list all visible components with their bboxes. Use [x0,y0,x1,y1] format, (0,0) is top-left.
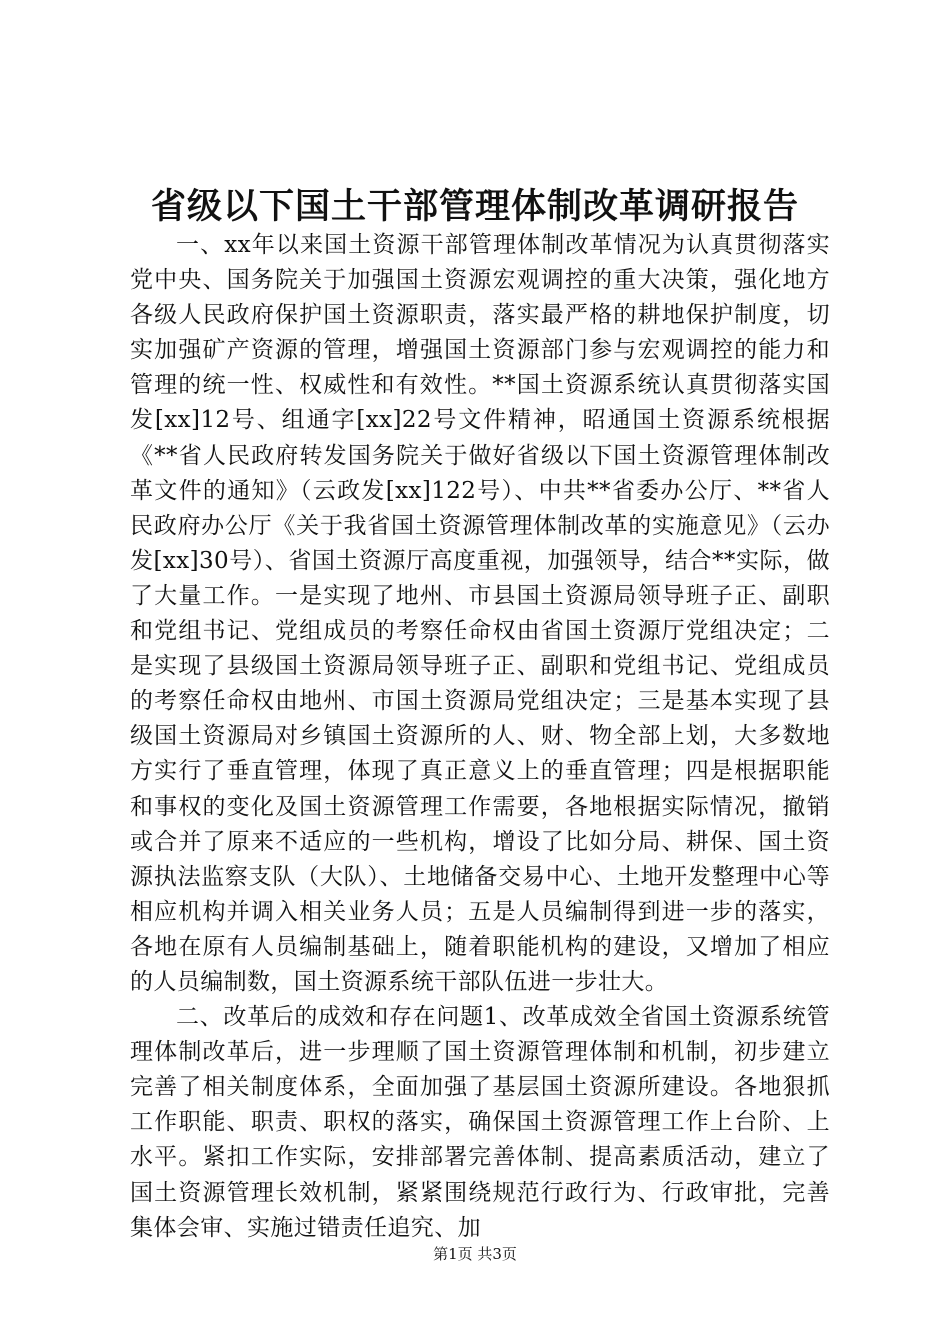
document-title: 省级以下国土干部管理体制改革调研报告 [150,186,799,227]
paragraph-2: 二、改革后的成效和存在问题1、改革成效全省国土资源系统管理体制改革后，进一步理顺了国土资源管理体制和机制，初步建立完善了相关制度体系，全面加强了基层国土资源所建设。各地狠抓工作职能、职责、职权的落实，确保国土资源管理工作上台阶、上水平。紧扣工作实际，安排部署完善体制、提高素质活动，建立了国土资源管理长效机制，紧紧围绕规范行政行为、行政审批，完善集体会审、实施过错责任追究、加 [130,1004,830,1241]
document-body [130,228,830,1246]
page-number-footer: 第1页 共3页 [433,1245,517,1263]
paragraph-1: 一、xx年以来国土资源干部管理体制改革情况为认真贯彻落实党中央、国务院关于加强国土资源宏观调控的重大决策，强化地方各级人民政府保护国土资源职责，落实最严格的耕地保护制度，切实加强矿产资源的管理，增强国土资源部门参与宏观调控的能力和管理的统一性、权威性和有效性。**国土资源系统认真贯彻落实国发[xx]12号、组通字[xx]22号文件精神，昭通国土资源系统根据《**省人民政府转发国务院关于做好省级以下国土资源管理体制改革文件的通知》（云政发[xx]122号）、中共**省委办公厅、**省人民政府办公厅《关于我省国土资源管理体制改革的实施意见》（云办发[xx]30号）、省国土资源厅高度重视，加强领导，结合**实际，做了大量工作。一是实现了地州、市县国土资源局领导班子正、副职和党组书记、党组成员的考察任命权由省国土资源厅党组决定；二是实现了县级国土资源局领导班子正、副职和党组书记、党组成员的考察任命权由地州、市国土资源局党组决定；三是基本实现了县级国土资源局对乡镇国土资源所的人、财、物全部上划，大多数地方实行了垂直管理，体现了真正意义上的垂直管理；四是根据职能和事权的变化及国土资源管理工作需要，各地根据实际情况，撤销或合并了原来不适应的一些机构，增设了比如分局、耕保、国土资源执法监察支队（大队）、土地储备交易中心、土地开发整理中心等相应机构并调入相关业务人员；五是人员编制得到进一步的落实，各地在原有人员编制基础上，随着职能机构的建设，又增加了相应的人员编制数，国土资源系统干部队伍进一步壮大。 [130,232,830,995]
